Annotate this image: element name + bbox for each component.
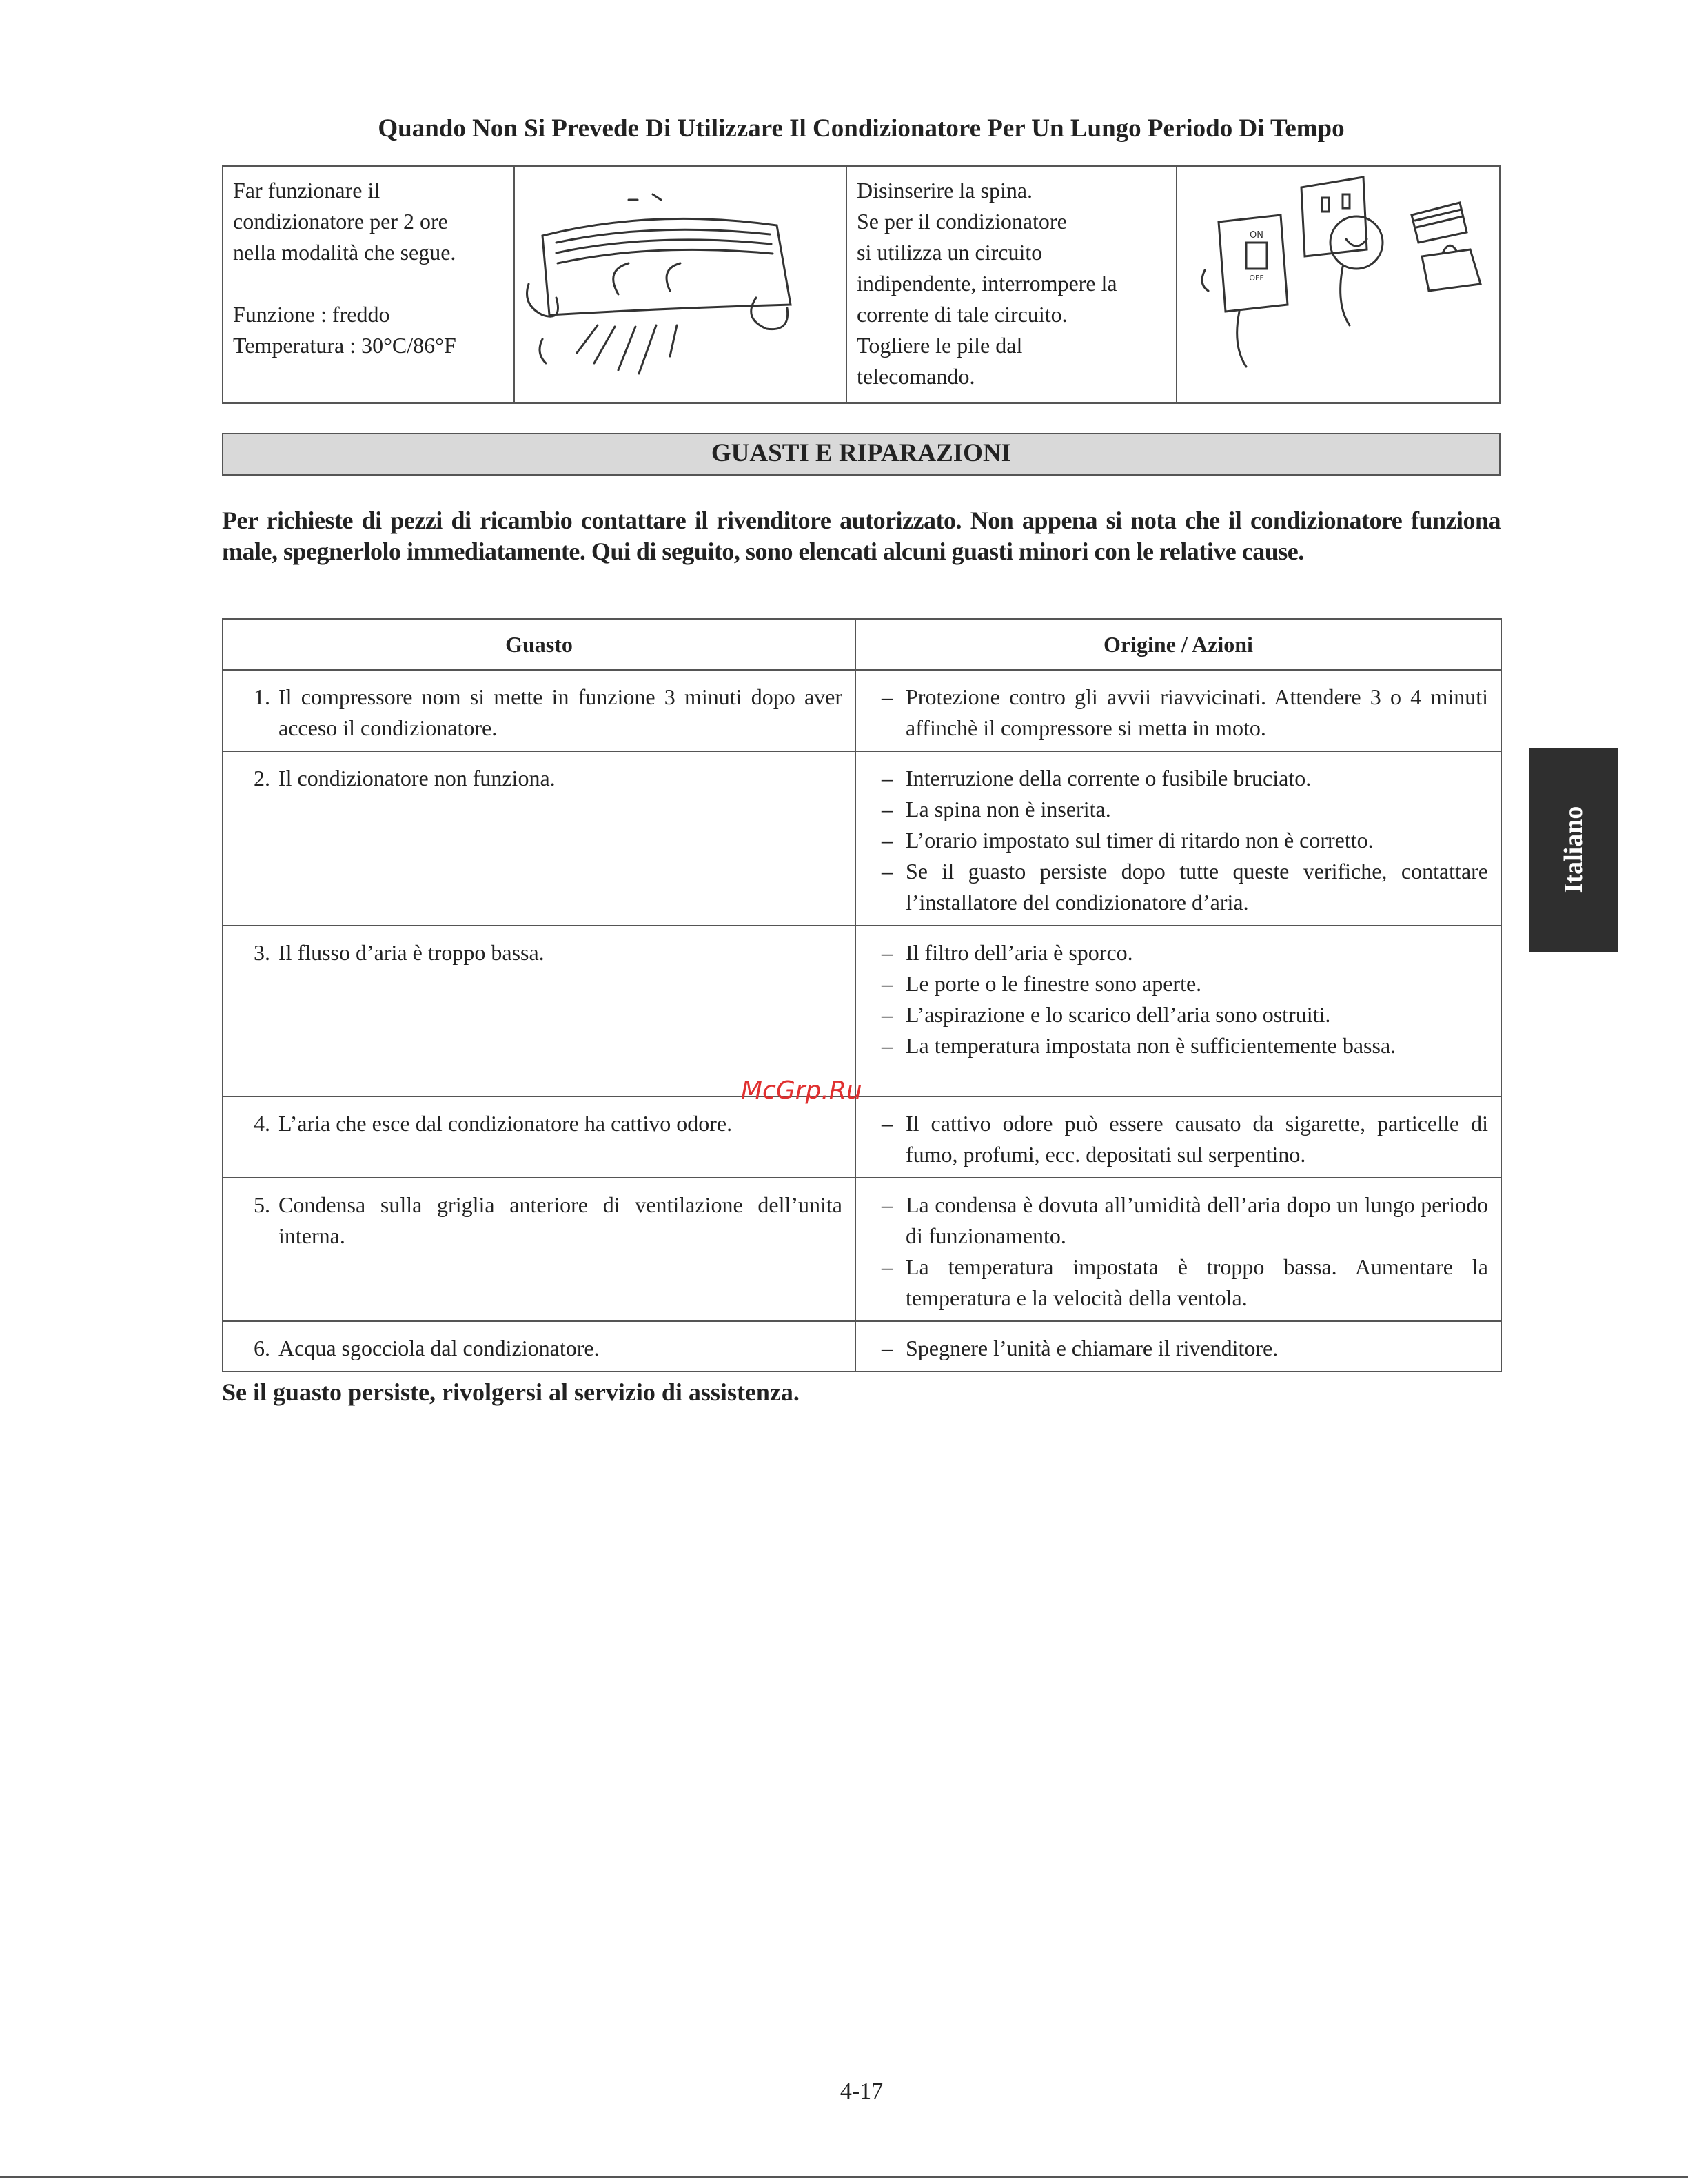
action-item	[868, 825, 1488, 856]
action-text: Protezione contro gli avvii riavvicinati. Attendere 3 o 4 minuti affinchè il compressore si metta in moto.	[906, 684, 1488, 740]
fault-item	[236, 937, 842, 968]
cooling-instruction-line: Temperatura : 30°C/86°F	[233, 333, 456, 358]
switch-off-label: OFF	[1249, 274, 1264, 283]
fault-description: Acqua sgocciola dal condizionatore.	[278, 1336, 600, 1360]
fault-row	[223, 926, 1501, 1096]
fault-cell	[223, 926, 855, 1096]
action-item	[868, 794, 1488, 825]
action-item	[868, 763, 1488, 794]
cooling-instructions-cell	[223, 167, 513, 402]
action-text: Spegnere l’unità e chiamare il rivenditore.	[906, 1336, 1279, 1360]
action-item	[868, 968, 1488, 999]
fault-row	[223, 751, 1501, 926]
action-dash: –	[882, 971, 893, 996]
fault-description: Il compressore nom si mette in funzione 3 minuti dopo aver acceso il condizionatore.	[278, 684, 842, 740]
action-item	[868, 1190, 1488, 1252]
unplug-instructions-text	[847, 167, 1176, 400]
fault-description: L’aria che esce dal condizionatore ha cattivo odore.	[278, 1111, 733, 1136]
actions-cell	[855, 1096, 1501, 1178]
fault-cell	[223, 670, 855, 751]
action-dash: –	[882, 1254, 893, 1279]
fault-row	[223, 1178, 1501, 1321]
ac-unit-illustration-cell	[513, 167, 846, 402]
cooling-instructions-text	[223, 167, 513, 369]
page-title: Quando Non Si Prevede Di Utilizzare Il Condizionatore Per Un Lungo Periodo Di Tempo	[378, 114, 1345, 143]
fault-description: Il condizionatore non funziona.	[278, 766, 556, 790]
actions-cell	[855, 1321, 1501, 1371]
actions-cell	[855, 926, 1501, 1096]
fault-cell	[223, 751, 855, 926]
actions-cell	[855, 1178, 1501, 1321]
fault-row	[223, 670, 1501, 751]
fault-cell	[223, 1321, 855, 1371]
fault-item	[236, 682, 842, 744]
action-text: La condensa è dovuta all’umidità dell’aria dopo un lungo periodo di funzionamento.	[906, 1192, 1488, 1248]
action-dash: –	[882, 859, 893, 884]
action-text: Le porte o le finestre sono aperte.	[906, 971, 1202, 996]
action-dash: –	[882, 1192, 893, 1217]
faults-table	[222, 618, 1502, 1372]
footer-note: Se il guasto persiste, rivolgersi al servizio di assistenza.	[222, 1378, 800, 1406]
action-text: Il filtro dell’aria è sporco.	[906, 940, 1133, 965]
action-item	[868, 999, 1488, 1030]
action-text: L’orario impostato sul timer di ritardo non è corretto.	[906, 828, 1374, 853]
action-text: Interruzione della corrente o fusibile bruciato.	[906, 766, 1312, 790]
actions-cell	[855, 751, 1501, 926]
cooling-instruction-line: Funzione : freddo	[233, 302, 390, 327]
action-dash: –	[882, 1033, 893, 1058]
action-text: Il cattivo odore può essere causato da sigarette, particelle di fumo, profumi, ecc. depositati sul serpentino.	[906, 1111, 1488, 1167]
unplug-instructions-cell	[846, 167, 1176, 402]
section-title: GUASTI E RIPARAZIONI	[222, 433, 1501, 476]
unplug-instruction-line: Togliere le pile dal	[857, 333, 1023, 358]
fault-cell	[223, 1096, 855, 1178]
unplug-instruction-line: corrente di tale circuito.	[857, 302, 1068, 327]
watermark: McGrp.Ru	[741, 1076, 862, 1105]
action-dash: –	[882, 797, 893, 821]
action-item	[868, 937, 1488, 968]
fault-number: 1.	[254, 684, 270, 709]
action-text: Se il guasto persiste dopo tutte queste verifiche, contattare l’installatore del condizionatore d’aria.	[906, 859, 1488, 915]
action-dash: –	[882, 1111, 893, 1136]
fault-item	[236, 1190, 842, 1252]
action-item	[868, 856, 1488, 918]
action-dash: –	[882, 1002, 893, 1027]
fault-description: Condensa sulla griglia anteriore di ventilazione dell’unita interna.	[278, 1192, 842, 1248]
cooling-instruction-line: Far funzionare il	[233, 178, 380, 203]
action-item	[868, 1333, 1488, 1364]
ac-unit-illustration	[515, 167, 844, 402]
switch-on-label: ON	[1250, 230, 1263, 241]
unplug-instruction-line: Se per il condizionatore	[857, 209, 1067, 234]
cooling-instruction-line: condizionatore per 2 ore	[233, 209, 448, 234]
action-dash: –	[882, 1336, 893, 1360]
language-tab	[1529, 748, 1618, 952]
action-dash: –	[882, 766, 893, 790]
action-dash: –	[882, 828, 893, 853]
action-item	[868, 1108, 1488, 1170]
column-header-actions: Origine / Azioni	[855, 619, 1501, 670]
action-dash: –	[882, 940, 893, 965]
cooling-instruction-line: nella modalità che segue.	[233, 240, 456, 265]
action-item	[868, 1030, 1488, 1061]
action-dash: –	[882, 684, 893, 709]
unplug-illustration-cell	[1176, 167, 1499, 402]
fault-number: 5.	[254, 1192, 270, 1217]
fault-row	[223, 1096, 1501, 1178]
cooling-instruction-line	[233, 268, 504, 299]
fault-item	[236, 1333, 842, 1364]
fault-description: Il flusso d’aria è troppo bassa.	[278, 940, 545, 965]
page-number: 4-17	[840, 2079, 884, 2104]
fault-number: 6.	[254, 1336, 270, 1360]
action-text: La temperatura impostata è troppo bassa. Aumentare la temperatura e la velocità della ventola.	[906, 1254, 1488, 1310]
fault-item	[236, 1108, 842, 1139]
fault-row	[223, 1321, 1501, 1371]
column-header-fault: Guasto	[223, 619, 855, 670]
action-text: L’aspirazione e lo scarico dell’aria sono ostruiti.	[906, 1002, 1331, 1027]
unplug-instruction-line: si utilizza un circuito	[857, 240, 1043, 265]
storage-instructions-table	[222, 165, 1501, 404]
unplug-illustration	[1177, 167, 1498, 402]
actions-cell	[855, 670, 1501, 751]
fault-cell	[223, 1178, 855, 1321]
fault-number: 4.	[254, 1111, 270, 1136]
action-text: La temperatura impostata non è sufficientemente bassa.	[906, 1033, 1396, 1058]
action-item	[868, 1252, 1488, 1314]
fault-item	[236, 763, 842, 794]
unplug-instruction-line: Disinserire la spina.	[857, 178, 1033, 203]
language-tab-label: Italiano	[1559, 806, 1588, 894]
action-item	[868, 682, 1488, 744]
unplug-instruction-line: telecomando.	[857, 364, 975, 389]
intro-paragraph: Per richieste di pezzi di ricambio contattare il rivenditore autorizzato. Non appena si nota che il condizionatore funziona male, spegnerlolo immediatamente. Qui di seguito, sono elencati alcuni guasti minori con le relative cause.	[222, 507, 1501, 565]
action-text: La spina non è inserita.	[906, 797, 1111, 821]
bottom-rule	[0, 2176, 1688, 2178]
unplug-instruction-line: indipendente, interrompere la	[857, 271, 1117, 296]
fault-number: 2.	[254, 766, 270, 790]
fault-number: 3.	[254, 940, 270, 965]
